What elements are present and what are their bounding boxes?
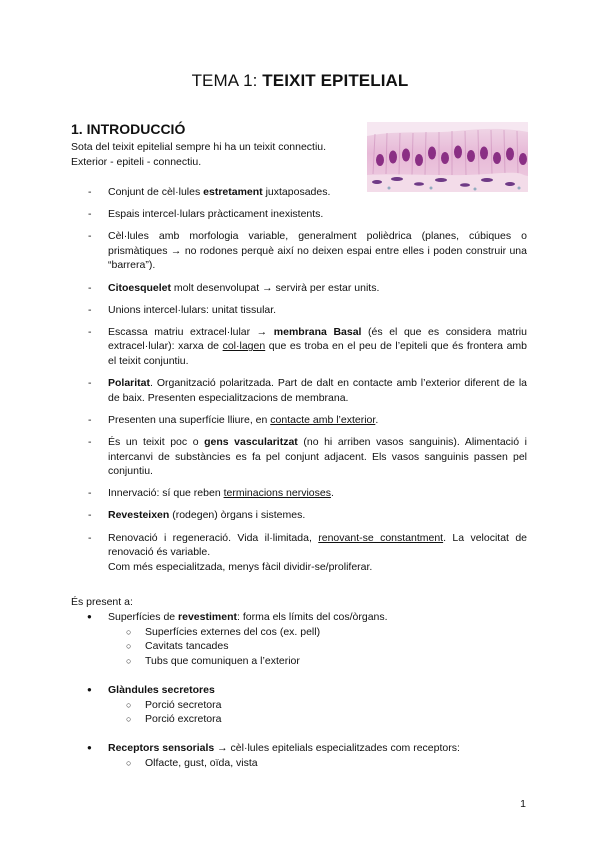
list-item: - Renovació i regeneració. Vida il·limitada, renovant-se constantment. La velocitat de renovació és variable. Com més especialitzada, menys fàcil dividir-se/proliferar.: [71, 531, 527, 575]
list-item: - Citoesquelet molt desenvolupat → servirà per estar units.: [71, 281, 527, 296]
micrograph-image: [367, 122, 528, 192]
present-group-list: [71, 741, 527, 770]
section-heading: 1. INTRODUCCIÓ: [71, 121, 186, 137]
epithelium-micrograph: [367, 122, 528, 192]
sub-list-item: ○ Olfacte, gust, oïda, vista: [108, 756, 527, 771]
present-group-list: [71, 683, 527, 727]
list-item: - Presenten una superfície lliure, en contacte amb l’exterior.: [71, 413, 527, 428]
sub-list-item: ○ Superfícies externes del cos (ex. pell): [108, 625, 527, 640]
sub-list-item: ○ Porció excretora: [108, 712, 527, 727]
list-item: - Polaritat. Organització polaritzada. Part de dalt en contacte amb l’exterior diferent de la de baix. Presenten especialitzacions de membrana.: [71, 376, 527, 405]
intro-line: Sota del teixit epitelial sempre hi ha un teixit connectiu.: [71, 141, 327, 153]
present-group-list: [71, 610, 527, 668]
list-item: - Revesteixen (rodegen) òrgans i sistemes.: [71, 508, 527, 523]
list-item: - Conjunt de cèl·lules estretament juxtaposades.: [71, 185, 527, 200]
present-intro: És present a:: [71, 596, 133, 608]
page-title: TEMA 1: TEIXIT EPITELIAL: [191, 71, 409, 90]
intro-line: Exterior - epiteli - connectiu.: [71, 156, 202, 168]
list-item: - Unions intercel·lulars: unitat tissular.: [71, 303, 527, 318]
sub-list: [108, 625, 527, 669]
sub-list-item: ○ Porció secretora: [108, 698, 527, 713]
present-group-item: ● Glàndules secretores ○ Porció secretora ○ Porció excretora: [71, 683, 527, 727]
sub-list-item: ○ Tubs que comuniquen a l’exterior: [108, 654, 527, 669]
sub-list: [108, 756, 527, 771]
list-item: - És un teixit poc o gens vascularitzat (no hi arriben vasos sanguinis). Alimentació i intercanvi de substàncies es fa pel conjunt adjacent. Els vasos sanguinis passen pel conjuntiu.: [71, 435, 527, 479]
intro-paragraph: [71, 140, 361, 170]
present-group-item: ● Receptors sensorials → cèl·lules epitelials especialitzades com receptors: ○ Olfacte, gust, oïda, vista: [71, 741, 527, 770]
characteristics-list: [71, 185, 527, 582]
list-item: - Espais intercel·lulars pràcticament inexistents.: [71, 207, 527, 222]
list-item: - Innervació: sí que reben terminacions nervioses.: [71, 486, 527, 501]
list-item: - Escassa matriu extracel·lular → membrana Basal (és el que es considera matriu extracel·lular): xarxa de col·lagen que es troba en el peu de l’epiteli que és frontera amb el teixit conjuntiu.: [71, 325, 527, 369]
list-item: - Cèl·lules amb morfologia variable, generalment polièdrica (planes, cúbiques o prismàtiques → no rodones perquè així no deixen espai entre elles i poden construir una “barrera”).: [71, 229, 527, 273]
sub-list: [108, 698, 527, 727]
page-number: 1: [520, 798, 526, 810]
sub-list-item: ○ Cavitats tancades: [108, 639, 527, 654]
present-group-item: ● Superfícies de revestiment: forma els límits del cos/òrgans. ○ Superfícies externes del cos (ex. pell) ○ Cavitats tancades ○ Tubs que comuniquen a l’exterior: [71, 610, 527, 668]
